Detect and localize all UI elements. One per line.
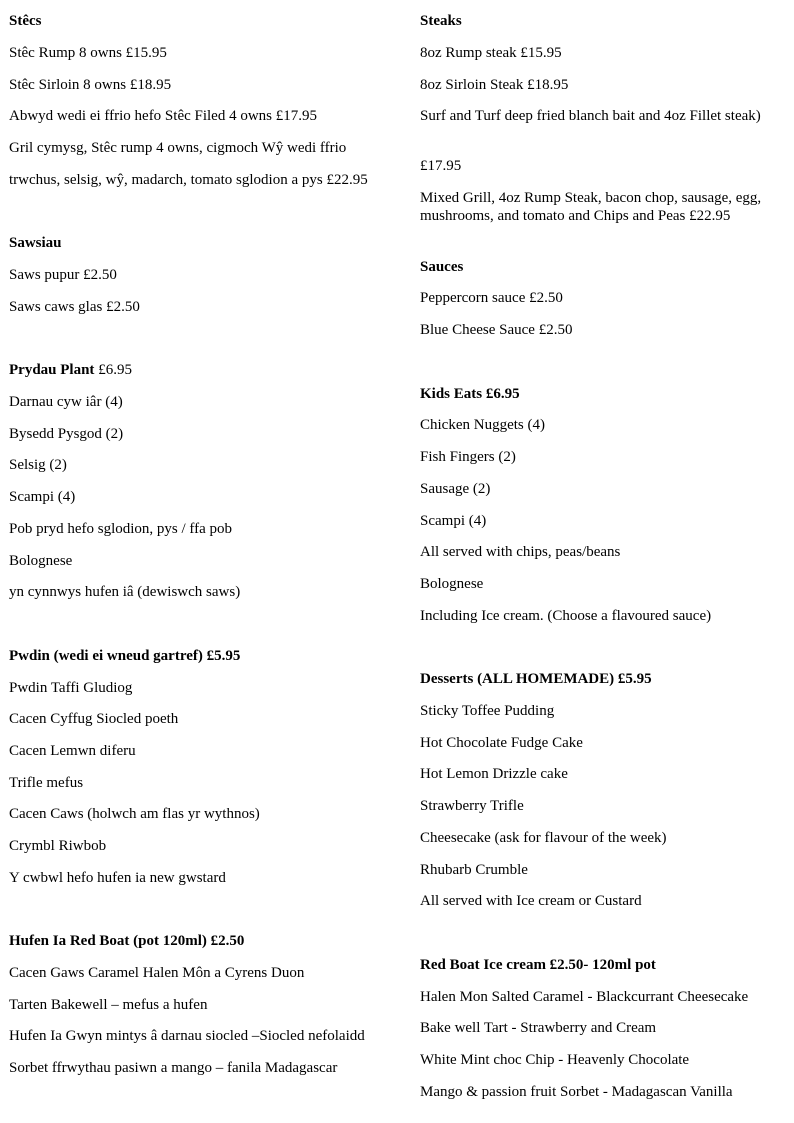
pwdin-heading: Pwdin (wedi ei wneud gartref) £5.95 (9, 648, 241, 664)
scampi-item: Scampi (4) (420, 513, 487, 529)
peppercorn-sauce-item: Peppercorn sauce £2.50 (420, 290, 563, 306)
yn-cynnwys-note: yn cynnwys hufen iâ (dewiswch saws) (9, 584, 241, 600)
mixed-grill-item: Mixed Grill, 4oz Rump Steak, bacon chop, sausage, egg, mushrooms, and tomato and Chips and Peas £22.95 (420, 190, 762, 224)
tarten-item: Tarten Bakewell – mefus a hufen (9, 997, 208, 1013)
served-ice-cream-note: All served with Ice cream or Custard (420, 893, 642, 909)
saws-pupur-item: Saws pupur £2.50 (9, 267, 117, 283)
strawberry-trifle-item: Strawberry Trifle (420, 798, 524, 814)
darnau-item: Darnau cyw iâr (4) (9, 394, 123, 410)
cwbwl-note: Y cwbwl hefo hufen ia new gwstard (9, 870, 226, 886)
bysedd-item: Bysedd Pysgod (2) (9, 426, 124, 442)
red-boat-heading: Red Boat Ice cream £2.50- 120ml pot (420, 957, 656, 973)
stec-rump-item: Stêc Rump 8 owns £15.95 (9, 45, 167, 61)
cheesecake-item: Cheesecake (ask for flavour of the week) (420, 830, 667, 846)
salted-caramel-item: Halen Mon Salted Caramel - Blackcurrant Cheesecake (420, 989, 749, 1005)
served-with-chips-note: All served with chips, peas/beans (420, 544, 621, 560)
chicken-nuggets-item: Chicken Nuggets (4) (420, 417, 545, 433)
desserts-heading: Desserts (ALL HOMEMADE) £5.95 (420, 671, 652, 687)
mango-sorbet-item: Mango & passion fruit Sorbet - Madagascan Vanilla (420, 1084, 733, 1100)
stecs-heading: Stêcs (9, 13, 42, 29)
prydau-plant-heading: Prydau Plant £6.95 (9, 362, 132, 378)
mint-choc-chip-item: White Mint choc Chip - Heavenly Chocolate (420, 1052, 690, 1068)
cacen-gaws-item: Cacen Gaws Caramel Halen Môn a Cyrens Duon (9, 965, 305, 981)
surf-and-turf-item: Surf and Turf deep fried blanch bait and 4oz Fillet steak) (420, 108, 761, 124)
steaks-heading: Steaks (420, 13, 462, 29)
gril-item: Gril cymysg, Stêc rump 4 owns, cigmoch Wŷ wedi ffrio (9, 140, 347, 156)
blue-cheese-sauce-item: Blue Cheese Sauce £2.50 (420, 322, 573, 338)
scampi-item: Scampi (4) (9, 489, 76, 505)
pwdin-taffi-item: Pwdin Taffi Gludiog (9, 680, 133, 696)
sorbet-item: Sorbet ffrwythau pasiwn a mango – fanila Madagascar (9, 1060, 338, 1076)
pob-pryd-note: Pob pryd hefo sglodion, pys / ffa pob (9, 521, 233, 537)
kids-eats-heading: Kids Eats £6.95 (420, 386, 520, 402)
cacen-caws-item: Cacen Caws (holwch am flas yr wythnos) (9, 806, 260, 822)
abwyd-item: Abwyd wedi ei ffrio hefo Stêc Filed 4 owns £17.95 (9, 108, 318, 124)
lemon-drizzle-item: Hot Lemon Drizzle cake (420, 766, 568, 782)
bolognese-item: Bolognese (420, 576, 484, 592)
surf-and-turf-price: £17.95 (420, 158, 462, 174)
crymbl-item: Crymbl Riwbob (9, 838, 107, 854)
bakewell-tart-item: Bake well Tart - Strawberry and Cream (420, 1020, 657, 1036)
sirloin-steak-item: 8oz Sirloin Steak £18.95 (420, 77, 569, 93)
rump-steak-item: 8oz Rump steak £15.95 (420, 45, 562, 61)
selsig-item: Selsig (2) (9, 457, 67, 473)
fudge-cake-item: Hot Chocolate Fudge Cake (420, 735, 583, 751)
saws-caws-item: Saws caws glas £2.50 (9, 299, 140, 315)
stec-sirloin-item: Stêc Sirloin 8 owns £18.95 (9, 77, 172, 93)
rhubarb-crumble-item: Rhubarb Crumble (420, 862, 528, 878)
sauces-heading: Sauces (420, 259, 464, 275)
fish-fingers-item: Fish Fingers (2) (420, 449, 516, 465)
sausage-item: Sausage (2) (420, 481, 491, 497)
cacen-lemwn-item: Cacen Lemwn diferu (9, 743, 136, 759)
hufen-ia-heading: Hufen Ia Red Boat (pot 120ml) £2.50 (9, 933, 245, 949)
cacen-cyffug-item: Cacen Cyffug Siocled poeth (9, 711, 179, 727)
bolognese-item: Bolognese (9, 553, 73, 569)
gril-item-continued: trwchus, selsig, wŷ, madarch, tomato sglodion a pys £22.95 (9, 172, 368, 188)
sticky-toffee-item: Sticky Toffee Pudding (420, 703, 555, 719)
including-ice-cream-note: Including Ice cream. (Choose a flavoured sauce) (420, 608, 712, 624)
trifle-mefus-item: Trifle mefus (9, 775, 84, 791)
hufen-gwyn-item: Hufen Ia Gwyn mintys â darnau siocled –Siocled nefolaidd (9, 1028, 365, 1044)
sawsiau-heading: Sawsiau (9, 235, 62, 251)
